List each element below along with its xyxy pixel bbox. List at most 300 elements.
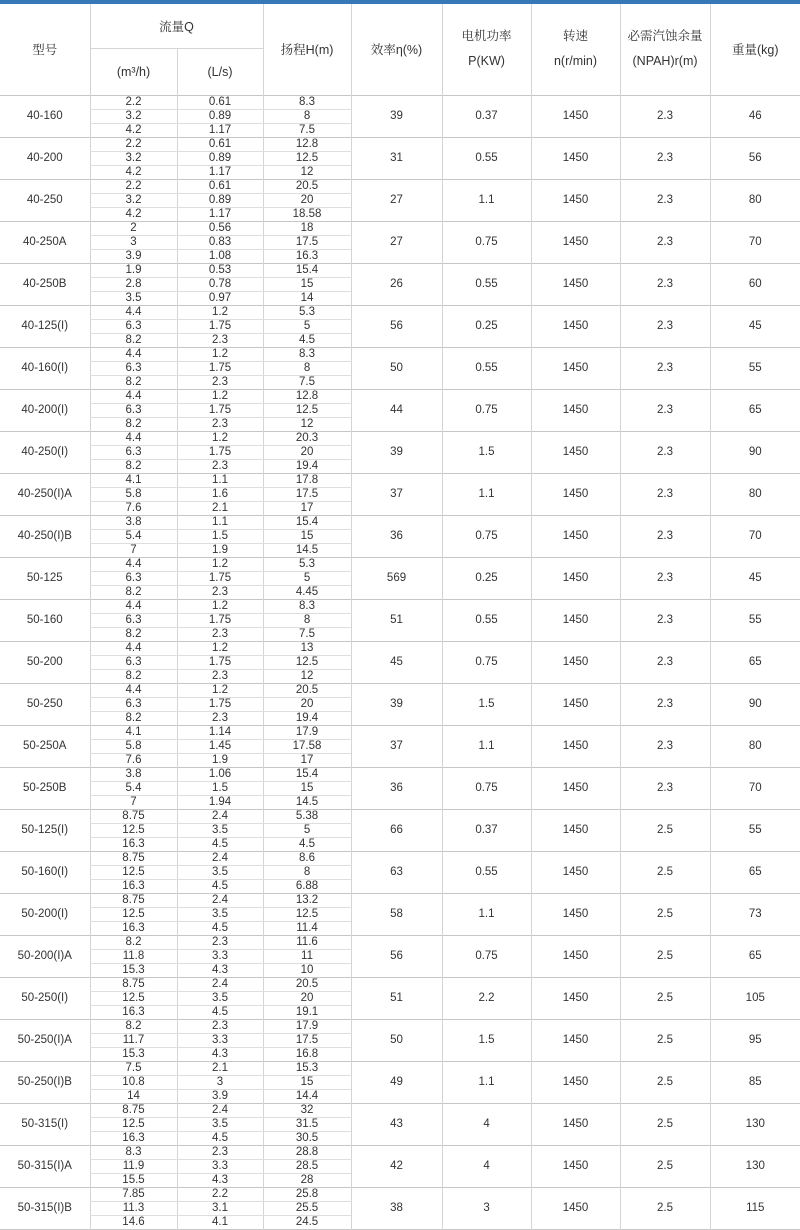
speed-cell: 1450 bbox=[531, 95, 620, 137]
efficiency-cell: 56 bbox=[351, 935, 442, 977]
flow-ls-cell: 1.14 bbox=[177, 725, 263, 739]
speed-cell: 1450 bbox=[531, 809, 620, 851]
model-cell: 40-200 bbox=[0, 137, 90, 179]
power-cell: 0.55 bbox=[442, 347, 531, 389]
flow-m3h-cell: 6.3 bbox=[90, 319, 177, 333]
table-row bbox=[0, 977, 800, 991]
flow-ls-cell: 1.9 bbox=[177, 753, 263, 767]
flow-ls-cell: 1.75 bbox=[177, 319, 263, 333]
model-cell: 50-315(I)B bbox=[0, 1187, 90, 1229]
head-cell: 19.4 bbox=[263, 711, 351, 725]
power-cell: 1.1 bbox=[442, 473, 531, 515]
flow-m3h-cell: 3.9 bbox=[90, 249, 177, 263]
weight-cell: 90 bbox=[710, 431, 800, 473]
speed-cell: 1450 bbox=[531, 725, 620, 767]
flow-ls-cell: 4.3 bbox=[177, 1173, 263, 1187]
efficiency-cell: 51 bbox=[351, 599, 442, 641]
head-cell: 4.45 bbox=[263, 585, 351, 599]
flow-m3h-cell: 12.5 bbox=[90, 1117, 177, 1131]
flow-ls-cell: 4.3 bbox=[177, 1047, 263, 1061]
table-row bbox=[0, 1103, 800, 1117]
flow-m3h-cell: 8.2 bbox=[90, 669, 177, 683]
flow-ls-cell: 1.75 bbox=[177, 613, 263, 627]
table-row bbox=[0, 767, 800, 781]
flow-m3h-cell: 2.8 bbox=[90, 277, 177, 291]
flow-ls-cell: 1.2 bbox=[177, 683, 263, 697]
npsh-cell: 2.3 bbox=[620, 137, 710, 179]
head-cell: 12 bbox=[263, 165, 351, 179]
flow-ls-cell: 4.3 bbox=[177, 963, 263, 977]
flow-m3h-cell: 16.3 bbox=[90, 879, 177, 893]
flow-ls-cell: 4.5 bbox=[177, 837, 263, 851]
weight-cell: 65 bbox=[710, 641, 800, 683]
efficiency-cell: 37 bbox=[351, 473, 442, 515]
head-cell: 14.5 bbox=[263, 543, 351, 557]
flow-m3h-cell: 8.2 bbox=[90, 585, 177, 599]
flow-ls-cell: 3.5 bbox=[177, 1117, 263, 1131]
flow-m3h-cell: 2 bbox=[90, 221, 177, 235]
head-cell: 17 bbox=[263, 753, 351, 767]
head-cell: 16.8 bbox=[263, 1047, 351, 1061]
head-cell: 17.5 bbox=[263, 235, 351, 249]
head-cell: 14.5 bbox=[263, 795, 351, 809]
flow-ls-cell: 4.5 bbox=[177, 879, 263, 893]
flow-ls-cell: 2.3 bbox=[177, 1019, 263, 1033]
flow-ls-cell: 2.3 bbox=[177, 627, 263, 641]
npsh-cell: 2.3 bbox=[620, 179, 710, 221]
flow-m3h-cell: 8.3 bbox=[90, 1145, 177, 1159]
npsh-cell: 2.3 bbox=[620, 221, 710, 263]
flow-ls-cell: 1.17 bbox=[177, 123, 263, 137]
model-cell: 50-200(I)A bbox=[0, 935, 90, 977]
speed-cell: 1450 bbox=[531, 1187, 620, 1229]
npsh-cell: 2.3 bbox=[620, 263, 710, 305]
weight-cell: 95 bbox=[710, 1019, 800, 1061]
model-cell: 40-250B bbox=[0, 263, 90, 305]
flow-m3h-cell: 6.3 bbox=[90, 613, 177, 627]
header-speed-line2: n(r/min) bbox=[553, 54, 598, 69]
flow-m3h-cell: 8.2 bbox=[90, 417, 177, 431]
power-cell: 3 bbox=[442, 1187, 531, 1229]
flow-ls-cell: 3.5 bbox=[177, 865, 263, 879]
npsh-cell: 2.3 bbox=[620, 347, 710, 389]
table-row bbox=[0, 1145, 800, 1159]
efficiency-cell: 39 bbox=[351, 431, 442, 473]
flow-m3h-cell: 1.9 bbox=[90, 263, 177, 277]
power-cell: 2.2 bbox=[442, 977, 531, 1019]
table-row bbox=[0, 893, 800, 907]
head-cell: 5 bbox=[263, 823, 351, 837]
efficiency-cell: 49 bbox=[351, 1061, 442, 1103]
flow-m3h-cell: 4.4 bbox=[90, 431, 177, 445]
table-row bbox=[0, 683, 800, 697]
head-cell: 8 bbox=[263, 109, 351, 123]
model-cell: 50-250(I)A bbox=[0, 1019, 90, 1061]
head-cell: 8.3 bbox=[263, 599, 351, 613]
flow-ls-cell: 2.1 bbox=[177, 501, 263, 515]
flow-m3h-cell: 4.4 bbox=[90, 389, 177, 403]
flow-m3h-cell: 12.5 bbox=[90, 991, 177, 1005]
table-row bbox=[0, 641, 800, 655]
weight-cell: 130 bbox=[710, 1145, 800, 1187]
weight-cell: 80 bbox=[710, 473, 800, 515]
speed-cell: 1450 bbox=[531, 389, 620, 431]
head-cell: 20.5 bbox=[263, 683, 351, 697]
efficiency-cell: 44 bbox=[351, 389, 442, 431]
power-cell: 0.55 bbox=[442, 851, 531, 893]
head-cell: 5.38 bbox=[263, 809, 351, 823]
efficiency-cell: 45 bbox=[351, 641, 442, 683]
weight-cell: 80 bbox=[710, 725, 800, 767]
flow-m3h-cell: 12.5 bbox=[90, 865, 177, 879]
weight-cell: 45 bbox=[710, 557, 800, 599]
power-cell: 0.25 bbox=[442, 305, 531, 347]
head-cell: 20.5 bbox=[263, 179, 351, 193]
flow-m3h-cell: 6.3 bbox=[90, 361, 177, 375]
flow-m3h-cell: 7 bbox=[90, 795, 177, 809]
speed-cell: 1450 bbox=[531, 1103, 620, 1145]
head-cell: 6.88 bbox=[263, 879, 351, 893]
head-cell: 12.5 bbox=[263, 151, 351, 165]
flow-ls-cell: 2.3 bbox=[177, 669, 263, 683]
flow-m3h-cell: 8.75 bbox=[90, 977, 177, 991]
power-cell: 0.75 bbox=[442, 935, 531, 977]
flow-ls-cell: 2.4 bbox=[177, 977, 263, 991]
model-cell: 50-200 bbox=[0, 641, 90, 683]
flow-m3h-cell: 4.4 bbox=[90, 557, 177, 571]
head-cell: 20.5 bbox=[263, 977, 351, 991]
speed-cell: 1450 bbox=[531, 641, 620, 683]
power-cell: 0.75 bbox=[442, 641, 531, 683]
flow-m3h-cell: 12.5 bbox=[90, 907, 177, 921]
power-cell: 0.37 bbox=[442, 809, 531, 851]
speed-cell: 1450 bbox=[531, 893, 620, 935]
head-cell: 13.2 bbox=[263, 893, 351, 907]
flow-ls-cell: 3.5 bbox=[177, 991, 263, 1005]
pump-spec-table bbox=[0, 4, 800, 1230]
model-cell: 50-250(I) bbox=[0, 977, 90, 1019]
flow-ls-cell: 2.3 bbox=[177, 585, 263, 599]
power-cell: 0.25 bbox=[442, 557, 531, 599]
model-cell: 50-315(I)A bbox=[0, 1145, 90, 1187]
weight-cell: 70 bbox=[710, 767, 800, 809]
flow-ls-cell: 2.3 bbox=[177, 333, 263, 347]
table-row bbox=[0, 1019, 800, 1033]
flow-ls-cell: 1.2 bbox=[177, 599, 263, 613]
speed-cell: 1450 bbox=[531, 347, 620, 389]
efficiency-cell: 27 bbox=[351, 221, 442, 263]
flow-ls-cell: 1.1 bbox=[177, 473, 263, 487]
header-row-top bbox=[0, 4, 800, 48]
head-cell: 5.3 bbox=[263, 557, 351, 571]
efficiency-cell: 58 bbox=[351, 893, 442, 935]
speed-cell: 1450 bbox=[531, 221, 620, 263]
table-row bbox=[0, 1061, 800, 1075]
speed-cell: 1450 bbox=[531, 935, 620, 977]
table-row bbox=[0, 515, 800, 529]
head-cell: 17.9 bbox=[263, 1019, 351, 1033]
head-cell: 17.9 bbox=[263, 725, 351, 739]
head-cell: 17 bbox=[263, 501, 351, 515]
flow-ls-cell: 0.61 bbox=[177, 179, 263, 193]
weight-cell: 130 bbox=[710, 1103, 800, 1145]
table-row bbox=[0, 557, 800, 571]
efficiency-cell: 63 bbox=[351, 851, 442, 893]
npsh-cell: 2.5 bbox=[620, 977, 710, 1019]
flow-m3h-cell: 8.2 bbox=[90, 459, 177, 473]
flow-ls-cell: 1.9 bbox=[177, 543, 263, 557]
npsh-cell: 2.3 bbox=[620, 95, 710, 137]
flow-ls-cell: 1.2 bbox=[177, 641, 263, 655]
model-cell: 50-200(I) bbox=[0, 893, 90, 935]
flow-m3h-cell: 8.2 bbox=[90, 935, 177, 949]
flow-m3h-cell: 16.3 bbox=[90, 837, 177, 851]
header-flow: 流量Q bbox=[90, 4, 263, 48]
head-cell: 17.58 bbox=[263, 739, 351, 753]
flow-ls-cell: 2.3 bbox=[177, 1145, 263, 1159]
power-cell: 0.55 bbox=[442, 599, 531, 641]
npsh-cell: 2.5 bbox=[620, 1019, 710, 1061]
npsh-cell: 2.3 bbox=[620, 725, 710, 767]
flow-ls-cell: 1.17 bbox=[177, 207, 263, 221]
table-header bbox=[0, 4, 800, 95]
flow-m3h-cell: 3.5 bbox=[90, 291, 177, 305]
flow-ls-cell: 4.5 bbox=[177, 1005, 263, 1019]
head-cell: 31.5 bbox=[263, 1117, 351, 1131]
head-cell: 18 bbox=[263, 221, 351, 235]
flow-m3h-cell: 3.2 bbox=[90, 151, 177, 165]
flow-m3h-cell: 3.8 bbox=[90, 515, 177, 529]
header-power-line2: P(KW) bbox=[468, 54, 505, 69]
flow-m3h-cell: 15.3 bbox=[90, 963, 177, 977]
flow-m3h-cell: 5.8 bbox=[90, 487, 177, 501]
npsh-cell: 2.5 bbox=[620, 1061, 710, 1103]
weight-cell: 85 bbox=[710, 1061, 800, 1103]
table-row bbox=[0, 305, 800, 319]
flow-m3h-cell: 6.3 bbox=[90, 403, 177, 417]
npsh-cell: 2.5 bbox=[620, 893, 710, 935]
model-cell: 40-160 bbox=[0, 95, 90, 137]
npsh-cell: 2.3 bbox=[620, 557, 710, 599]
head-cell: 15 bbox=[263, 1075, 351, 1089]
speed-cell: 1450 bbox=[531, 851, 620, 893]
header-speed bbox=[531, 4, 620, 95]
flow-m3h-cell: 2.2 bbox=[90, 95, 177, 109]
npsh-cell: 2.5 bbox=[620, 1145, 710, 1187]
efficiency-cell: 56 bbox=[351, 305, 442, 347]
table-row bbox=[0, 95, 800, 109]
table-row bbox=[0, 935, 800, 949]
power-cell: 1.1 bbox=[442, 893, 531, 935]
weight-cell: 115 bbox=[710, 1187, 800, 1229]
flow-m3h-cell: 11.9 bbox=[90, 1159, 177, 1173]
speed-cell: 1450 bbox=[531, 1061, 620, 1103]
header-flow-m3h: (m³/h) bbox=[90, 48, 177, 95]
head-cell: 15 bbox=[263, 781, 351, 795]
flow-ls-cell: 2.1 bbox=[177, 1061, 263, 1075]
efficiency-cell: 39 bbox=[351, 95, 442, 137]
head-cell: 8.3 bbox=[263, 95, 351, 109]
power-cell: 1.1 bbox=[442, 179, 531, 221]
flow-ls-cell: 1.75 bbox=[177, 697, 263, 711]
power-cell: 1.5 bbox=[442, 1019, 531, 1061]
flow-ls-cell: 0.53 bbox=[177, 263, 263, 277]
flow-m3h-cell: 12.5 bbox=[90, 823, 177, 837]
flow-m3h-cell: 14.6 bbox=[90, 1215, 177, 1229]
flow-m3h-cell: 11.3 bbox=[90, 1201, 177, 1215]
model-cell: 50-250(I)B bbox=[0, 1061, 90, 1103]
efficiency-cell: 31 bbox=[351, 137, 442, 179]
head-cell: 25.5 bbox=[263, 1201, 351, 1215]
flow-m3h-cell: 8.2 bbox=[90, 627, 177, 641]
speed-cell: 1450 bbox=[531, 263, 620, 305]
flow-m3h-cell: 3.2 bbox=[90, 193, 177, 207]
flow-m3h-cell: 6.3 bbox=[90, 445, 177, 459]
power-cell: 1.1 bbox=[442, 725, 531, 767]
head-cell: 8.3 bbox=[263, 347, 351, 361]
flow-ls-cell: 0.56 bbox=[177, 221, 263, 235]
model-cell: 40-250(I)B bbox=[0, 515, 90, 557]
flow-ls-cell: 3.3 bbox=[177, 1033, 263, 1047]
power-cell: 0.75 bbox=[442, 767, 531, 809]
npsh-cell: 2.3 bbox=[620, 599, 710, 641]
table-row bbox=[0, 347, 800, 361]
weight-cell: 70 bbox=[710, 515, 800, 557]
flow-m3h-cell: 6.3 bbox=[90, 655, 177, 669]
flow-m3h-cell: 4.4 bbox=[90, 641, 177, 655]
power-cell: 1.5 bbox=[442, 431, 531, 473]
flow-ls-cell: 0.61 bbox=[177, 95, 263, 109]
flow-ls-cell: 1.75 bbox=[177, 403, 263, 417]
efficiency-cell: 50 bbox=[351, 1019, 442, 1061]
efficiency-cell: 51 bbox=[351, 977, 442, 1019]
flow-m3h-cell: 8.2 bbox=[90, 333, 177, 347]
head-cell: 8 bbox=[263, 865, 351, 879]
weight-cell: 55 bbox=[710, 599, 800, 641]
header-model: 型号 bbox=[0, 4, 90, 95]
head-cell: 5 bbox=[263, 571, 351, 585]
weight-cell: 55 bbox=[710, 809, 800, 851]
flow-ls-cell: 3.5 bbox=[177, 907, 263, 921]
flow-ls-cell: 1.6 bbox=[177, 487, 263, 501]
flow-ls-cell: 2.2 bbox=[177, 1187, 263, 1201]
flow-ls-cell: 1.1 bbox=[177, 515, 263, 529]
flow-ls-cell: 2.4 bbox=[177, 893, 263, 907]
flow-m3h-cell: 8.75 bbox=[90, 893, 177, 907]
flow-m3h-cell: 11.7 bbox=[90, 1033, 177, 1047]
power-cell: 4 bbox=[442, 1103, 531, 1145]
flow-ls-cell: 1.2 bbox=[177, 431, 263, 445]
weight-cell: 46 bbox=[710, 95, 800, 137]
header-speed-line1: 转速 bbox=[563, 29, 589, 44]
npsh-cell: 2.3 bbox=[620, 431, 710, 473]
head-cell: 12.5 bbox=[263, 403, 351, 417]
flow-ls-cell: 1.75 bbox=[177, 445, 263, 459]
head-cell: 28 bbox=[263, 1173, 351, 1187]
head-cell: 12.8 bbox=[263, 137, 351, 151]
head-cell: 18.58 bbox=[263, 207, 351, 221]
flow-ls-cell: 4.5 bbox=[177, 1131, 263, 1145]
npsh-cell: 2.5 bbox=[620, 1103, 710, 1145]
flow-m3h-cell: 4.1 bbox=[90, 473, 177, 487]
efficiency-cell: 66 bbox=[351, 809, 442, 851]
head-cell: 15 bbox=[263, 277, 351, 291]
power-cell: 0.55 bbox=[442, 263, 531, 305]
flow-ls-cell: 1.45 bbox=[177, 739, 263, 753]
efficiency-cell: 27 bbox=[351, 179, 442, 221]
flow-ls-cell: 0.83 bbox=[177, 235, 263, 249]
flow-m3h-cell: 5.8 bbox=[90, 739, 177, 753]
head-cell: 16.3 bbox=[263, 249, 351, 263]
flow-ls-cell: 2.4 bbox=[177, 1103, 263, 1117]
flow-ls-cell: 4.1 bbox=[177, 1215, 263, 1229]
head-cell: 28.8 bbox=[263, 1145, 351, 1159]
weight-cell: 80 bbox=[710, 179, 800, 221]
table-row bbox=[0, 137, 800, 151]
power-cell: 1.5 bbox=[442, 683, 531, 725]
head-cell: 14.4 bbox=[263, 1089, 351, 1103]
flow-ls-cell: 3.3 bbox=[177, 1159, 263, 1173]
flow-ls-cell: 3.3 bbox=[177, 949, 263, 963]
npsh-cell: 2.5 bbox=[620, 1187, 710, 1229]
flow-m3h-cell: 4.4 bbox=[90, 599, 177, 613]
weight-cell: 65 bbox=[710, 389, 800, 431]
flow-m3h-cell: 15.3 bbox=[90, 1047, 177, 1061]
weight-cell: 70 bbox=[710, 221, 800, 263]
power-cell: 0.37 bbox=[442, 95, 531, 137]
flow-ls-cell: 0.89 bbox=[177, 151, 263, 165]
flow-m3h-cell: 4.2 bbox=[90, 207, 177, 221]
npsh-cell: 2.3 bbox=[620, 641, 710, 683]
flow-ls-cell: 0.89 bbox=[177, 193, 263, 207]
flow-ls-cell: 1.2 bbox=[177, 389, 263, 403]
model-cell: 50-250A bbox=[0, 725, 90, 767]
npsh-cell: 2.5 bbox=[620, 809, 710, 851]
flow-ls-cell: 0.78 bbox=[177, 277, 263, 291]
model-cell: 50-250B bbox=[0, 767, 90, 809]
model-cell: 50-125(I) bbox=[0, 809, 90, 851]
head-cell: 7.5 bbox=[263, 627, 351, 641]
head-cell: 8 bbox=[263, 361, 351, 375]
model-cell: 40-250 bbox=[0, 179, 90, 221]
table-row bbox=[0, 851, 800, 865]
flow-ls-cell: 1.94 bbox=[177, 795, 263, 809]
npsh-cell: 2.5 bbox=[620, 851, 710, 893]
head-cell: 12 bbox=[263, 417, 351, 431]
weight-cell: 55 bbox=[710, 347, 800, 389]
power-cell: 1.1 bbox=[442, 1061, 531, 1103]
flow-m3h-cell: 6.3 bbox=[90, 697, 177, 711]
head-cell: 15.4 bbox=[263, 263, 351, 277]
speed-cell: 1450 bbox=[531, 557, 620, 599]
speed-cell: 1450 bbox=[531, 767, 620, 809]
flow-ls-cell: 1.08 bbox=[177, 249, 263, 263]
head-cell: 15.3 bbox=[263, 1061, 351, 1075]
flow-ls-cell: 0.89 bbox=[177, 109, 263, 123]
flow-ls-cell: 1.2 bbox=[177, 557, 263, 571]
weight-cell: 65 bbox=[710, 935, 800, 977]
flow-ls-cell: 1.2 bbox=[177, 305, 263, 319]
head-cell: 8.6 bbox=[263, 851, 351, 865]
flow-m3h-cell: 5.4 bbox=[90, 781, 177, 795]
speed-cell: 1450 bbox=[531, 305, 620, 347]
speed-cell: 1450 bbox=[531, 473, 620, 515]
flow-m3h-cell: 10.8 bbox=[90, 1075, 177, 1089]
power-cell: 0.75 bbox=[442, 221, 531, 263]
weight-cell: 105 bbox=[710, 977, 800, 1019]
flow-m3h-cell: 8.75 bbox=[90, 1103, 177, 1117]
efficiency-cell: 26 bbox=[351, 263, 442, 305]
